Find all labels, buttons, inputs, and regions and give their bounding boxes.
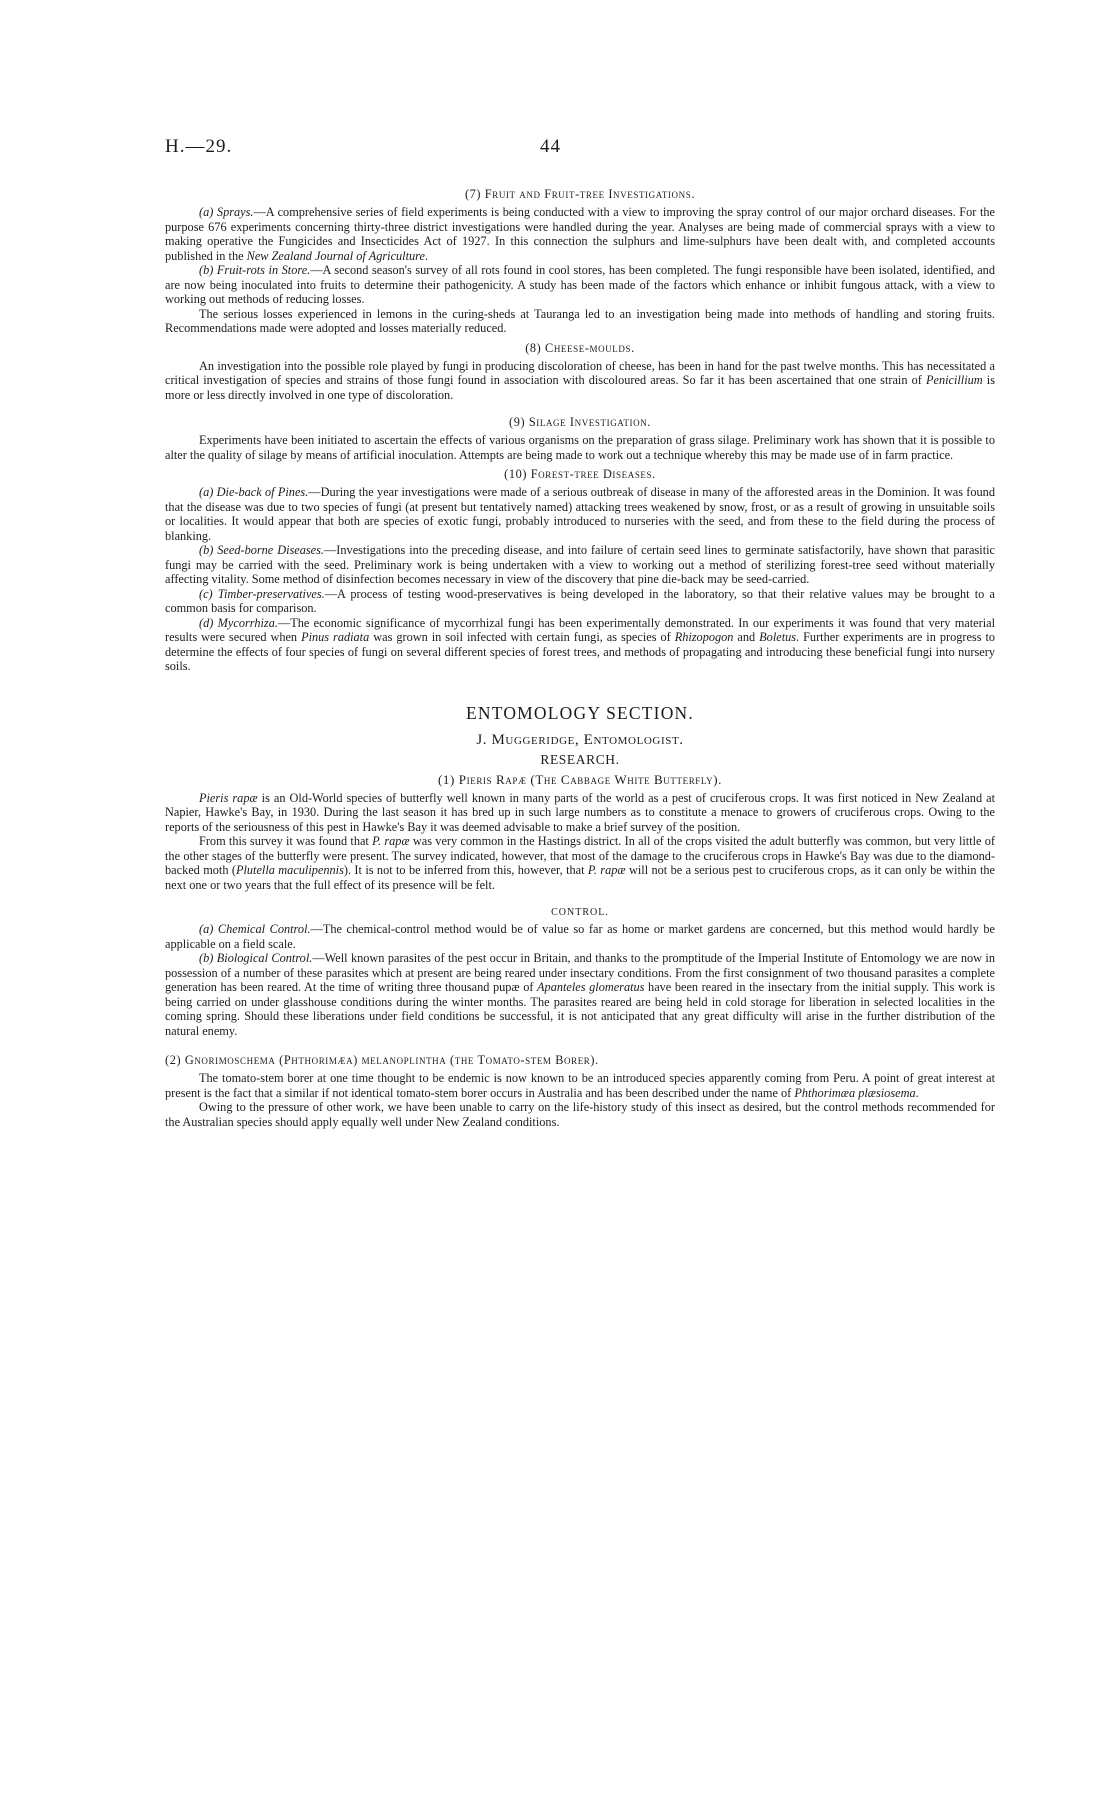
section-heading-silage: (9) Silage Investigation. [509,415,651,429]
paragraph-fruit-rots: (b) Fruit-rots in Store.—A second season's survey of all rots found in cool stores, has been completed. The fungi responsible have been isolated, identified, and are now being inoculated into fruits to determine their pathogenicity. A study has been made of the factors which enhance or inhibit fungous attack, with a view to working out methods of reducing losses. [165,263,995,306]
paragraph-mycorrhiza: (d) Mycorrhiza.—The economic significance of mycorrhizal fungi has been experimentally demonstrated. In our experiments it was found that very material results were secured when Pinus radiata was grown in soil infected with certain fungi, as species of Rhizopogon and Boletus. Further experiments are in progress to determine the effects of four species of fungi on several different species of forest trees, and methods of propagating and introducing these beneficial fungi into nursery soils. [165,615,996,673]
paragraph-sprays: (a) Sprays.—A comprehensive series of field experiments is being conducted with a view to improving the spray control of our major orchard diseases. For the purpose 676 experiments concerning thirty-three district investigations were handled during the year. Analyses are being made of commercial sprays with a view to making operative the Fungicides and Insecticides Act of 1927. In this connection the sulphurs and lime-sulphurs have been dealt with, and completed accounts published in the New Zealand Journal of Agriculture. [165,205,995,263]
section-heading-fruit: (7) Fruit and Fruit-tree Investigations. [464,187,696,201]
section-heading-forest: (10) Forest-tree Diseases. [504,467,656,481]
label-sprays: (a) Sprays. [199,205,254,219]
journal-title: New Zealand Journal of Agriculture [246,248,425,263]
label-timber: (c) Timber-preservatives. [199,586,325,601]
research-heading: RESEARCH. [540,751,620,767]
document-reference: H.—29. [165,136,233,157]
paragraph-pieris-1: Pieris rapæ is an Old-World species of butterfly well known in many parts of the world as a pest of cruciferous crops. It was first noticed in New Zealand at Napier, Hawke's Bay, in 1930. During the last season it has bred up in such large numbers as to constitute a menace to growers of cruciferous crops. Owing to the reports of the seriousness of this pest in Hawke's Bay it was deemed advisable to make a brief survey of the position. [165,790,995,834]
paragraph-tomato-1: The tomato-stem borer at one time thought to be endemic is now known to be an introduced species apparently coming from Peru. A point of great interest at present is the fact that a similar if not identical tomato-stem borer occurs in Australia and has been described under the name of Phthorimæa plæsiosema. [165,1071,995,1100]
section-heading-cheese: (8) Cheese-moulds. [525,340,635,355]
paragraph-lemons: The serious losses experienced in lemons in the curing-sheds at Tauranga led to an investigation being made into methods of handling and storing fruits. Recommendations made were adopted and losses materially reduced. [165,306,995,335]
paragraph-silage: Experiments have been initiated to ascertain the effects of various organisms on the preparation of grass silage. Preliminary work has shown that it is possible to alter the quality of silage by means of artificial inoculation. Attempts are being made to work out a technique whereby this may be made use of in farm practice. [165,433,995,462]
label-seed-borne: (b) Seed-borne Diseases. [199,543,324,557]
label-mycorrhiza: (d) Mycorrhiza. [199,615,278,630]
paragraph-chemical-control: (a) Chemical Control.—The chemical-control method would be of value so far as home or market gardens are concerned, but this method would hardly be applicable on a field scale. [165,922,996,951]
paragraph-die-back: (a) Die-back of Pines.—During the year investigations were made of a serious outbreak of disease in many of the afforested areas in the Dominion. It was found that the disease was due to two species of fungi (at present but tentatively named) attacking trees weakened by snow, frost, or as a result of growing in unsuitable soils or localities. It would appear that both are species of exotic fungi, probably introduced to nurseries with the seed, and from these to the field during the process of blanking. [165,485,995,543]
section-gap [165,674,995,702]
paragraph-pieris-2: From this survey it was found that P. rapæ was very common in the Hastings district. In all of the crops visited the adult butterfly was common, but very little of the other stages of the butterfly were present. The survey indicated, however, that most of the damage to the cruciferous crops in Hawke's Bay was due to the diamond-backed moth (Plutella maculipennis). It is not to be inferred from this, however, that P. rapæ will not be a serious pest to cruciferous crops, as it can only be within the next one or two years that the full effect of its presence will be felt. [165,834,995,892]
control-heading: CONTROL. [551,907,609,918]
genus-penicillium: Penicillium [925,373,983,387]
document-body [165,182,995,1129]
entomology-author: J. Muggeridge, Entomologist. [476,731,684,748]
paragraph-biological-control: (b) Biological Control.—Well known parasites of the pest occur in Britain, and thanks to the promptitude of the Imperial Institute of Entomology we are now in possession of a number of these parasites which at present are being reared under insectary conditions. From the first consignment of two thousand parasites a complete generation has been reared. At the time of writing three thousand pupæ of Apanteles glomeratus have been reared in the insectary from the initial supply. This work is being carried on under glasshouse conditions during the winter months. The parasites reared are being held in cold storage for liberation in selected localities in the coming spring. Should these liberations under field conditions be successful, it is not anticipated that any great difficulty will arise in the further distribution of the natural enemy. [165,951,996,1038]
entomology-title: ENTOMOLOGY SECTION. [466,702,694,723]
section-heading-tomato-borer: (2) Gnorimoschema (Phthorimæa) melanoplintha (the Tomato-stem Borer). [165,1053,599,1067]
label-fruit-rots: (b) Fruit-rots in Store. [199,263,311,277]
paragraph-cheese: An investigation into the possible role played by fungi in producing discoloration of cheese, has been in hand for the past twelve months. This has necessitated a critical investigation of species and strains of those fungi found in association with discoloured areas. So far it has been ascertained that one strain of Penicillium is more or less directly involved in one type of discoloration. [165,358,995,402]
paragraph-tomato-2: Owing to the pressure of other work, we have been unable to carry on the life-history study of this insect as desired, but the control methods recommended for the Australian species should apply equally well under New Zealand conditions. [165,1100,995,1129]
paragraph-timber: (c) Timber-preservatives.—A process of testing wood-preservatives is being developed in the laboratory, so that their relative values may be brought to a common basis for comparison. [165,586,995,615]
section-heading-pieris: (1) Pieris Rapæ (The Cabbage White Butterfly). [438,771,722,787]
paragraph-seed-borne: (b) Seed-borne Diseases.—Investigations into the preceding disease, and into failure of certain seed lines to germinate satisfactorily, have shown that parasitic fungi may be carried with the seed. Preliminary work is being undertaken with a view to working out a method of sterilizing forest-tree seed without materially affecting vitality. Some method of disinfection becomes necessary in view of the discovery that pine die-back may be seed-carried. [165,543,995,586]
label-die-back: (a) Die-back of Pines. [199,485,309,499]
page-number: 44 [540,136,561,157]
